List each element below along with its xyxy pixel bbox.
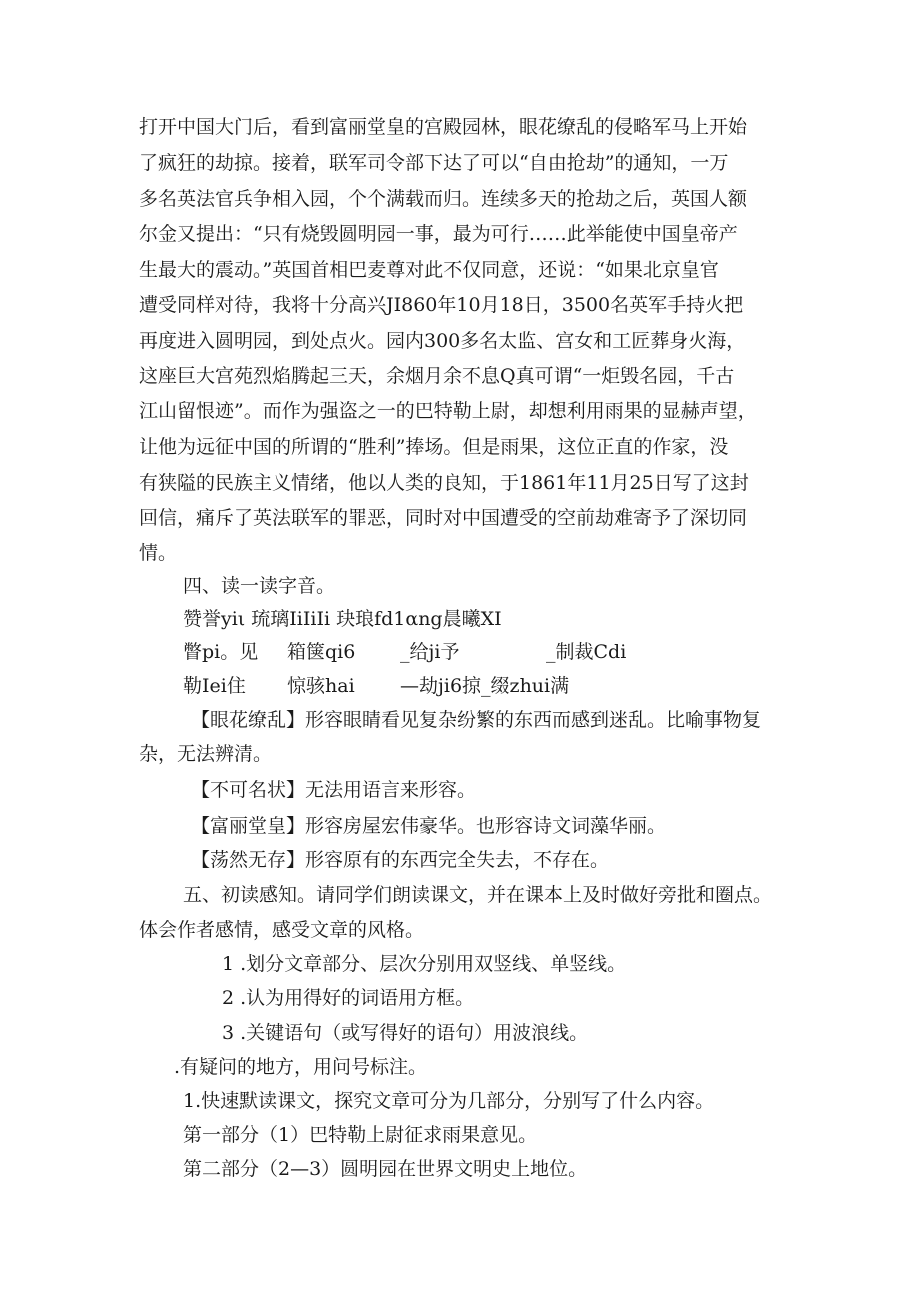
idiom-definition: 形容原有的东西完全失去，不存在。 xyxy=(305,849,610,871)
idiom-definition: 形容眼睛看见复杂纷繁的东西而感到迷乱。比喻事物复 xyxy=(305,709,762,731)
idiom-definition: 形容房屋宏伟豪华。也形容诗文词藻华丽。 xyxy=(305,815,667,837)
list-item: 3 .关键语句（或写得好的语句）用波浪线。 xyxy=(222,1022,589,1044)
pronunciation-item: _给ji予 xyxy=(400,641,460,663)
question: 1.快速默读课文，探究文章可分为几部分，分别写了什么内容。 xyxy=(183,1090,715,1112)
pronunciation-item: 惊骇hai xyxy=(287,675,355,697)
idiom-term: 【眼花缭乱】 xyxy=(191,709,306,731)
paragraph-line: 这座巨大宫苑烈焰腾起三天，余烟月余不息Q真可谓“一炬毁名园，千古 xyxy=(139,365,735,387)
paragraph-line: 江山留恨迹”。而作为强盗之一的巴特勒上尉，却想利用雨果的显赫声望， xyxy=(139,400,757,422)
idiom-entry xyxy=(191,851,609,870)
paragraph-line: 情。 xyxy=(139,542,178,564)
pronunciation-item: 勒Iei住 xyxy=(183,675,246,697)
pronunciation-row: 赞誉yiι 琉璃IiIiIi 玦琅fd1αng晨曦XI xyxy=(183,608,502,630)
section-heading: 五、初读感知。请同学们朗读课文，并在课本上及时做好旁批和圈点。 xyxy=(183,884,773,906)
pronunciation-item: —劫ji6掠_缀zhui满 xyxy=(400,675,570,697)
section-heading: 体会作者感情，感受文章的风格。 xyxy=(139,919,425,941)
section-heading: 四、读一读字音。 xyxy=(183,575,336,597)
list-item: 1 .划分文章部分、层次分别用双竖线、单竖线。 xyxy=(222,953,627,975)
pronunciation-item: 瞥pi。见 xyxy=(183,641,259,663)
list-item: 2 .认为用得好的词语用方框。 xyxy=(222,987,475,1009)
idiom-entry xyxy=(191,781,476,800)
idiom-term: 【不可名状】 xyxy=(191,779,306,801)
paragraph-line: 生最大的震动。”英国首相巴麦尊对此不仅同意，还说：“如果北京皇官 xyxy=(139,259,719,281)
idiom-term: 【富丽堂皇】 xyxy=(191,815,306,837)
idiom-entry xyxy=(191,711,761,730)
answer-line: 第一部分（1）巴特勒上尉征求雨果意见。 xyxy=(183,1124,538,1146)
paragraph-line: 再度进入圆明园，到处点火。园内300多名太监、宫女和工匠葬身火海， xyxy=(139,330,746,352)
pronunciation-item: _制裁Cdi xyxy=(546,641,627,663)
paragraph-line: 尔金又提出：“只有烧毁圆明园一事，最为可行……此举能使中国皇帝产 xyxy=(139,223,738,245)
pronunciation-item: 箱箧qi6 xyxy=(287,641,356,663)
paragraph-line: 遭受同样对待，我将十分高兴JI860年10月18日，3500名英军手持火把 xyxy=(139,294,744,316)
paragraph-line: 有狭隘的民族主义情绪，他以人类的良知，于1861年11月25日写了这封 xyxy=(139,472,749,494)
paragraph-line: 打开中国大门后，看到富丽堂皇的宫殿园林，眼花缭乱的侵略军马上开始 xyxy=(139,116,748,138)
paragraph-line: 回信，痛斥了英法联军的罪恶，同时对中国遭受的空前劫难寄予了深切同 xyxy=(139,507,748,529)
idiom-definition: 无法用语言来形容。 xyxy=(305,779,477,801)
answer-line: 第二部分（2—3）圆明园在世界文明史上地位。 xyxy=(183,1158,588,1180)
idiom-definition: 杂，无法辨清。 xyxy=(139,743,273,765)
paragraph-line: 多名英法官兵争相入园，个个满载而归。连续多天的抢劫之后，英国人额 xyxy=(139,188,748,210)
idiom-term: 【荡然无存】 xyxy=(191,849,306,871)
idiom-entry xyxy=(191,817,666,836)
paragraph-line: 让他为远征中国的所谓的“胜利”捧场。但是雨果，这位正直的作家，没 xyxy=(139,436,729,458)
list-item: .有疑问的地方，用问号标注。 xyxy=(174,1056,428,1078)
paragraph-line: 了疯狂的劫掠。接着，联军司令部下达了可以“自由抢劫”的通知，一万 xyxy=(139,152,729,174)
